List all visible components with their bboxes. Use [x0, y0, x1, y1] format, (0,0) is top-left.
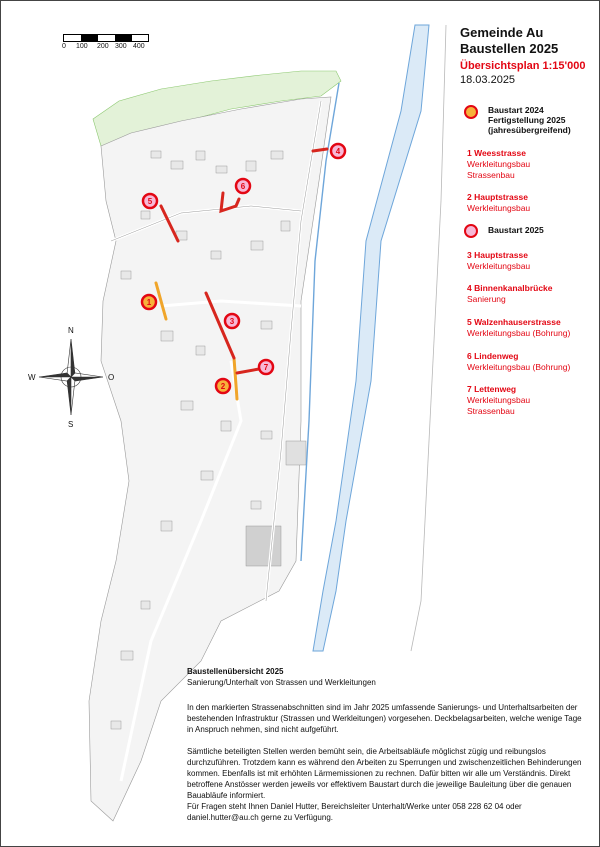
site-marker-1[interactable]	[142, 295, 156, 309]
legend-2024-symbol-icon	[464, 105, 478, 119]
compass-east-label: O	[108, 373, 115, 382]
site-marker-4[interactable]	[331, 144, 345, 158]
info-text-block	[187, 666, 582, 823]
legend-site-2: 2 Hauptstrasse Werkleitungsbau	[467, 192, 531, 213]
legend-2025-symbol-icon	[464, 224, 478, 238]
legend-site-6: 6 Lindenweg Werkleitungsbau (Bohrung)	[467, 351, 571, 372]
legend-2025-label: Baustart 2025	[488, 225, 544, 235]
svg-text:6: 6	[240, 182, 246, 191]
svg-text:2: 2	[220, 382, 226, 391]
legend-site-5: 5 Walzenhauserstrasse Werkleitungsbau (Bohrung)	[467, 317, 571, 338]
legend-site-3: 3 Hauptstrasse Werkleitungsbau	[467, 250, 531, 271]
svg-text:4: 4	[335, 147, 341, 156]
legend-2024-label: Baustart 2024	[488, 105, 544, 115]
compass-north-label: N	[68, 326, 74, 335]
svg-text:1: 1	[146, 298, 152, 307]
north-arrow-icon	[39, 339, 103, 415]
municipality-title: Gemeinde Au	[460, 25, 544, 40]
svg-text:3: 3	[229, 317, 235, 326]
info-paragraph-3: Für Fragen steht Ihnen Daniel Hutter, Bereichsleiter Unterhalt/Werke unter 058 228 62 04 oder daniel.hutter@au.ch gerne zu Verfügung.	[187, 802, 522, 822]
plan-scale-title: Übersichtsplan 1:15'000	[460, 60, 586, 72]
scale-bar	[63, 34, 149, 42]
site-marker-6[interactable]	[236, 179, 250, 193]
legend-2024-label: Fertigstellung 2025	[488, 115, 566, 125]
legend-site-7: 7 Lettenweg Werkleitungsbau Strassenbau	[467, 384, 531, 416]
legend-site-4: 4 Binnenkanalbrücke Sanierung	[467, 283, 553, 304]
site-marker-7[interactable]	[259, 360, 273, 374]
site-marker-3[interactable]	[225, 314, 239, 328]
page-title: Baustellen 2025	[460, 41, 559, 56]
svg-text:5: 5	[147, 197, 153, 206]
plan-page: 1 2 3 4 5 6 7 N S W O 0 100 200 300 400 Gemeinde Au Baustellen 2025 Übersichtsplan 1:15'000 18.03.2025 Baustart 2024 Fertigstellung 2025 (jahresübergreifend) 1 Weesstrasse Werkleitungsbau Strassenbau 2 Hauptstrasse Werkleitungsbau Baustart 2025 3 Hauptstrasse Werkleitungsbau 4 Binnenkanalbrücke Sanierung 5 Walzenhauserstrasse Werkleitungsbau (Bohrung) 6 Lindenweg Werkleitungsbau (Bohrung) 7 Lettenweg Werkleitungsbau Strassenbau Baustellenübersicht 2025 Sanierung/Unterhalt von Strassen und Werkleitungen In den markierten Strassenabschnitten sind im Jahr 2025 umfassende Sanierungs- und Unterhaltsarbeiten der bestehenden Infrastruktur (Strassen und Werkleitungen) vorgesehen. Deckbelagsarbeiten, welche wenige Tage in Anspruch nehmen, sind nicht aufgeführt. Sämtliche beteiligten Stellen werden bemüht sein, die Arbeitsabläufe möglichst zügig und reibungslos durchzuführen. Trotzdem kann es während den Arbeiten zu Sperrungen und zwischenzeitlichen Behinderungen kommen. Ebenfalls ist mit erhöhten Lärmemissionen zu rechnen. Dafür bitten wir alle um Verständnis. Direkt betroffene Anstösser werden jeweils vor effektivem Baustart durch die jeweilige Bauleitung über die genauen Bauabläufe informiert. Für Fragen steht Ihnen Daniel Hutter, Bereichsleiter Unterhalt/Werke unter 058 228 62 04 oder daniel.hutter@au.ch gerne zu Verfügung.	[0, 0, 600, 847]
compass-west-label: W	[28, 373, 36, 382]
info-heading: Baustellenübersicht 2025	[187, 667, 284, 676]
svg-text:7: 7	[263, 363, 269, 372]
site-marker-5[interactable]	[143, 194, 157, 208]
plan-date: 18.03.2025	[460, 74, 516, 86]
site-marker-2[interactable]	[216, 379, 230, 393]
rhine-river	[313, 25, 429, 651]
section-4	[313, 149, 327, 151]
info-subheading: Sanierung/Unterhalt von Strassen und Werkleitungen	[187, 678, 376, 687]
compass-south-label: S	[68, 420, 74, 429]
legend-site-1: 1 Weesstrasse Werkleitungsbau Strassenbau	[467, 148, 531, 180]
info-paragraph-1: In den markierten Strassenabschnitten sind im Jahr 2025 umfassende Sanierungs- und Unterhaltsarbeiten der bestehenden Infrastruktur (Strassen und Werkleitungen) vorgesehen. Deckbelagsarbeiten, welche wenige Tage in Anspruch nehmen, sind nicht aufgeführt.	[187, 703, 582, 734]
legend-2024-label: (jahresübergreifend)	[488, 125, 571, 135]
info-paragraph-2: Sämtliche beteiligten Stellen werden bemüht sein, die Arbeitsabläufe möglichst zügig und reibungslos durchzuführen. Trotzdem kann es während den Arbeiten zu Sperrungen und zwischenzeitlichen Behinderungen kommen. Ebenfalls ist mit erhöhten Lärmemissionen zu rechnen. Dafür bitten wir alle um Verständnis. Direkt betroffene Anstösser werden jeweils vor effektivem Baustart durch die jeweilige Bauleitung über die genauen Bauabläufe informiert.	[187, 747, 582, 800]
